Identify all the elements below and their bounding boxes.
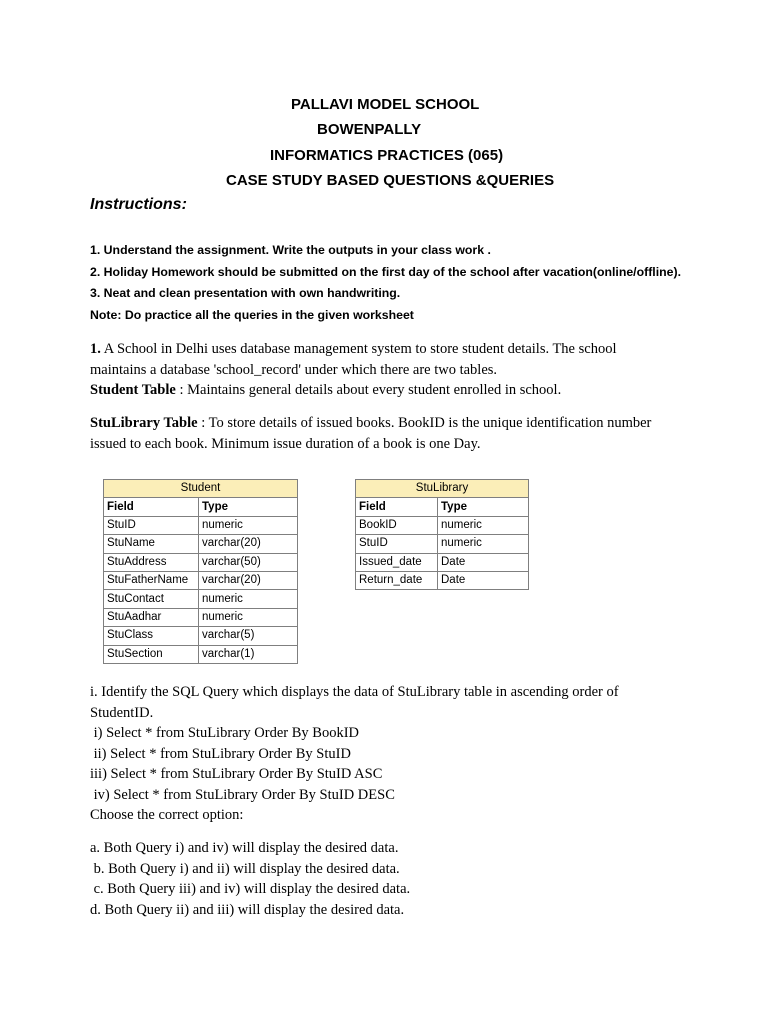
type-cell: numeric xyxy=(438,516,529,534)
choose-prompt: Choose the correct option: xyxy=(90,807,244,823)
table-row xyxy=(356,553,529,571)
table-row xyxy=(104,627,298,645)
school-name: PALLAVI MODEL SCHOOL xyxy=(291,96,480,113)
table-row xyxy=(356,571,529,589)
answer-option: d. Both Query ii) and iii) will display the desired data. xyxy=(90,901,405,918)
question-number: 1. xyxy=(90,341,101,357)
type-cell: varchar(5) xyxy=(199,627,298,645)
column-header: Type xyxy=(438,498,529,516)
field-cell: StuContact xyxy=(104,590,199,608)
type-cell: numeric xyxy=(199,608,298,626)
sub-question-text: i. Identify the SQL Query which displays the data of StuLibrary table in ascending order of xyxy=(90,684,619,700)
type-cell: numeric xyxy=(438,535,529,553)
instructions-list xyxy=(90,240,681,326)
column-header: Type xyxy=(199,498,298,516)
sub-question xyxy=(90,682,619,826)
school-location: BOWENPALLY xyxy=(317,121,422,138)
table-row xyxy=(104,516,298,534)
field-cell: StuAddress xyxy=(104,553,199,571)
column-header: Field xyxy=(104,498,199,516)
table-row xyxy=(104,535,298,553)
table-row xyxy=(356,516,529,534)
query-option: iii) Select * from StuLibrary Order By StuID ASC xyxy=(90,766,383,782)
type-cell: numeric xyxy=(199,590,298,608)
type-cell: varchar(20) xyxy=(199,535,298,553)
answer-option: c. Both Query iii) and iv) will display the desired data. xyxy=(90,881,411,897)
table-row xyxy=(104,645,298,663)
table-caption: StuLibrary xyxy=(356,480,529,498)
sub-question-text: StudentID. xyxy=(90,704,154,721)
field-cell: StuName xyxy=(104,535,199,553)
type-cell: numeric xyxy=(199,516,298,534)
table-row xyxy=(104,553,298,571)
schema-figure xyxy=(86,454,680,668)
query-option: i) Select * from StuLibrary Order By BookID xyxy=(90,725,360,741)
answer-options xyxy=(90,838,410,920)
instruction-item: 1. Understand the assignment. Write the outputs in your class work . xyxy=(90,243,491,257)
field-cell: StuID xyxy=(104,516,199,534)
field-cell: StuSection xyxy=(104,645,199,663)
table-row xyxy=(356,535,529,553)
column-header: Field xyxy=(356,498,438,516)
field-cell: BookID xyxy=(356,516,438,534)
table-row xyxy=(104,590,298,608)
type-cell: varchar(50) xyxy=(199,553,298,571)
field-cell: StuFatherName xyxy=(104,571,199,589)
stulibrary-schema-table xyxy=(355,479,529,590)
library-table-desc: : To store details of issued books. BookID is the unique identification number xyxy=(197,415,652,431)
instructions-title: Instructions: xyxy=(90,196,187,213)
field-cell: StuID xyxy=(356,535,438,553)
field-cell: StuClass xyxy=(104,627,199,645)
field-cell: StuAadhar xyxy=(104,608,199,626)
student-schema-table xyxy=(103,479,298,664)
type-cell: varchar(20) xyxy=(199,571,298,589)
student-table-label: Student Table xyxy=(90,382,176,398)
type-cell: Date xyxy=(438,571,529,589)
table-row xyxy=(104,571,298,589)
question-intro xyxy=(90,339,690,401)
student-table-desc: : Maintains general details about every student enrolled in school. xyxy=(175,382,562,398)
topic-title: CASE STUDY BASED QUESTIONS &QUERIES xyxy=(226,172,555,189)
answer-option: a. Both Query i) and iv) will display the desired data. xyxy=(90,840,399,856)
table-caption: Student xyxy=(104,480,298,498)
table-row xyxy=(104,608,298,626)
field-cell: Issued_date xyxy=(356,553,438,571)
instruction-item: 2. Holiday Homework should be submitted on the first day of the school after vacation(online/offline). xyxy=(90,264,681,279)
query-option: iv) Select * from StuLibrary Order By StuID DESC xyxy=(90,786,395,803)
type-cell: varchar(1) xyxy=(199,645,298,663)
library-table-label: StuLibrary Table xyxy=(90,415,198,431)
query-option: ii) Select * from StuLibrary Order By StuID xyxy=(90,745,351,762)
intro-line: maintains a database 'school_record' under which there are two tables. xyxy=(90,361,498,378)
instruction-note: Note: Do practice all the queries in the given worksheet xyxy=(90,307,414,322)
intro-line: A School in Delhi uses database management system to store student details. The school xyxy=(100,341,617,357)
instruction-item: 3. Neat and clean presentation with own handwriting. xyxy=(90,286,401,300)
library-table-desc-line2: issued to each book. Minimum issue duration of a book is one Day. xyxy=(90,435,481,452)
field-cell: Return_date xyxy=(356,571,438,589)
answer-option: b. Both Query i) and ii) will display the desired data. xyxy=(90,860,400,877)
library-description xyxy=(90,413,690,454)
type-cell: Date xyxy=(438,553,529,571)
subject-title: INFORMATICS PRACTICES (065) xyxy=(270,147,504,164)
